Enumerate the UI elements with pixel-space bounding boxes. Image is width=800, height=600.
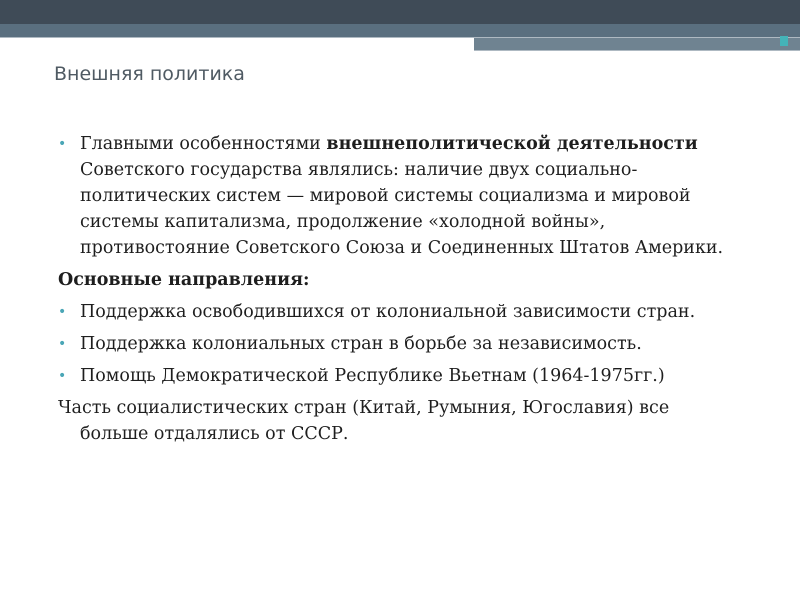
accent-marker: [780, 36, 788, 46]
list-item-text: Поддержка освободившихся от колониальной зависимости стран.: [80, 302, 696, 322]
slide-title: Внешняя политика: [54, 63, 245, 85]
list-item: [58, 331, 758, 357]
closing-paragraph: [58, 395, 758, 447]
paragraph-text-cont: Советского государства являлись: наличие двух социально-политических систем — мировой системы социализма и мировой системы капитализма, продолжение «холодной войны», противостояние Советского Союза и Соединенных Штатов Америки.: [80, 160, 724, 258]
header-rule-accent: [474, 50, 800, 51]
header-rule: [0, 37, 800, 38]
list-item-text: Помощь Демократической Республике Вьетнам (1964-1975гг.): [80, 366, 665, 386]
bullet-dot-icon: •: [58, 336, 67, 352]
header-strip: [0, 24, 800, 37]
list-item-text: Поддержка колониальных стран в борьбе за независимость.: [80, 334, 642, 354]
bullet-dot-icon: •: [58, 304, 67, 320]
paragraph-text: Главными особенностями: [80, 134, 327, 154]
bullet-dot-icon: •: [58, 136, 67, 152]
bullet-dot-icon: •: [58, 368, 67, 384]
header-band: [0, 0, 800, 24]
list-item: [58, 363, 758, 389]
list-item: [58, 299, 758, 325]
section-heading: Основные направления:: [58, 270, 310, 290]
bullet-paragraph: [58, 131, 758, 261]
closing-text-cont: больше отдалялись от СССР.: [80, 424, 349, 444]
closing-text: Часть социалистических стран (Китай, Румыния, Югославия) все: [58, 398, 670, 418]
paragraph-emphasis: внешнеполитической деятельности: [326, 134, 698, 154]
header-strip-accent: [474, 37, 800, 50]
slide-body: [58, 131, 758, 453]
